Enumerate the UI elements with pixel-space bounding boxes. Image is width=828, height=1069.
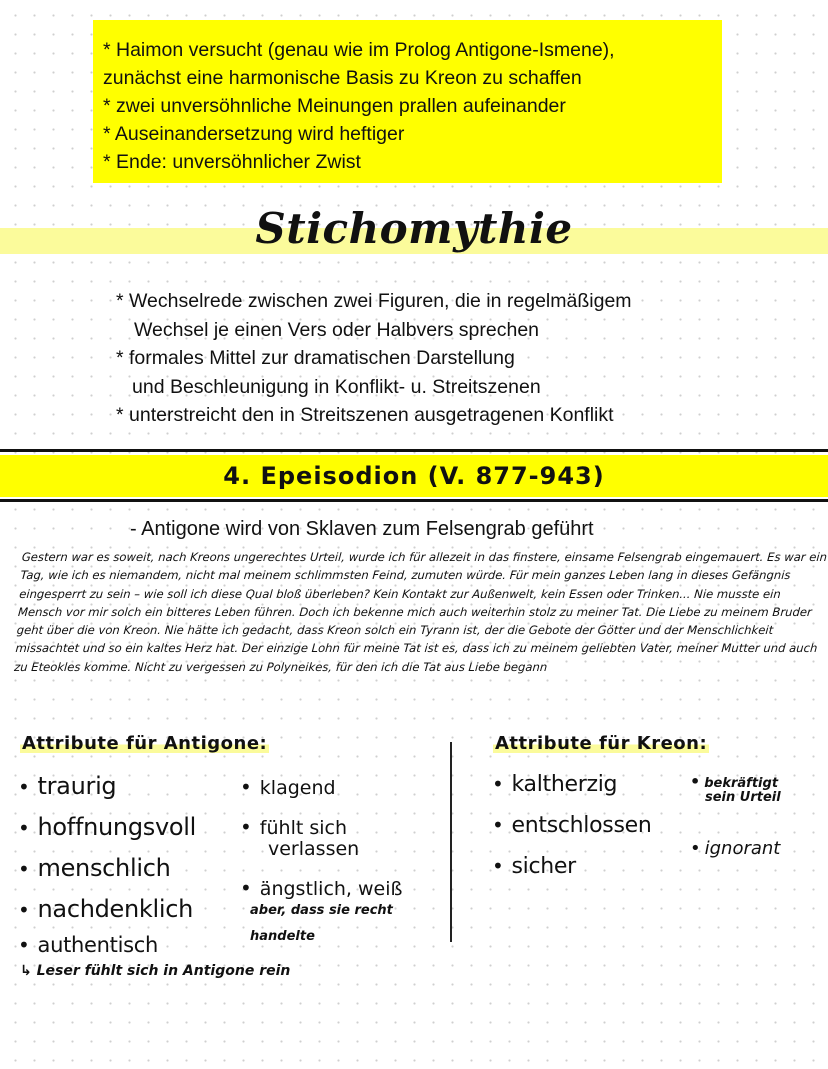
antigone-attribute bbox=[240, 775, 336, 799]
attribute-text: authentisch bbox=[37, 933, 159, 957]
attribute-continuation: handelte bbox=[250, 929, 315, 944]
kreon-attribute bbox=[492, 813, 651, 838]
bullet-icon: • bbox=[492, 854, 504, 878]
bullet-icon: • bbox=[240, 775, 252, 799]
bullet-icon: • bbox=[18, 933, 30, 957]
summary-box bbox=[93, 20, 722, 183]
bullet-icon: • bbox=[18, 775, 30, 799]
kreon-attribute bbox=[690, 772, 779, 791]
attribute-continuation: sein Urteil bbox=[705, 790, 781, 805]
bullet-icon: • bbox=[18, 816, 30, 840]
summary-list bbox=[93, 20, 722, 176]
definition-line: Wechsel je einen Vers oder Halbvers sprechen bbox=[134, 318, 540, 341]
attribute-text: sicher bbox=[511, 854, 576, 879]
antigone-attribute bbox=[18, 895, 193, 923]
attribute-continuation: verlassen bbox=[268, 838, 360, 860]
epeisodion-subtitle: - Antigone wird von Sklaven zum Felsengrab geführt bbox=[130, 518, 594, 540]
epeisodion-title: 4. Epeisodion (V. 877-943) bbox=[223, 462, 605, 490]
divider-line bbox=[0, 499, 828, 502]
summary-line: * zwei unversöhnliche Meinungen prallen aufeinander bbox=[103, 95, 566, 117]
bullet-icon: • bbox=[492, 772, 504, 796]
antigone-attributes-heading bbox=[20, 733, 269, 754]
stichomythie-definition bbox=[116, 287, 632, 430]
antigone-attribute bbox=[18, 772, 116, 800]
bullet-icon: • bbox=[690, 772, 701, 791]
summary-line: * Haimon versucht (genau wie im Prolog Antigone-Ismene), bbox=[103, 39, 615, 61]
bullet-icon: • bbox=[18, 857, 30, 881]
kreon-attribute bbox=[690, 838, 780, 859]
kreon-attributes-heading bbox=[493, 733, 709, 754]
definition-line: * formales Mittel zur dramatischen Darstellung bbox=[116, 347, 515, 369]
antigone-heading-text: Attribute für Antigone: bbox=[22, 733, 268, 754]
antigone-attribute bbox=[18, 813, 196, 841]
stichomythie-title: Stichomythie bbox=[255, 204, 573, 253]
kreon-heading-text: Attribute für Kreon: bbox=[495, 733, 708, 754]
attribute-continuation: aber, dass sie recht bbox=[250, 903, 393, 918]
definition-line: * Wechselrede zwischen zwei Figuren, die in regelmäßigem bbox=[116, 290, 632, 312]
definition-line: und Beschleunigung in Konflikt- u. Streitszenen bbox=[132, 375, 541, 398]
attribute-text: entschlossen bbox=[511, 813, 652, 838]
attribute-text: ängstlich, weiß bbox=[259, 878, 403, 900]
attribute-text: fühlt sich bbox=[259, 817, 348, 839]
summary-line: * Ende: unversöhnlicher Zwist bbox=[103, 151, 361, 173]
attribute-text: klagend bbox=[259, 777, 336, 799]
definition-line: * unterstreicht den in Streitszenen ausgetragenen Konflikt bbox=[116, 404, 614, 426]
summary-line: zunächst eine harmonische Basis zu Kreon zu schaffen bbox=[103, 67, 582, 89]
summary-line: * Auseinandersetzung wird heftiger bbox=[103, 123, 405, 145]
attribute-text: kaltherzig bbox=[511, 772, 618, 797]
attribute-text: bekräftigt bbox=[704, 776, 779, 791]
attribute-text: nachdenklich bbox=[37, 895, 194, 923]
epeisodion-banner bbox=[0, 455, 828, 497]
antigone-attribute bbox=[18, 854, 171, 882]
attribute-text: menschlich bbox=[37, 854, 171, 882]
antigone-attribute bbox=[18, 933, 158, 957]
attribute-text: traurig bbox=[37, 772, 117, 800]
antigone-attribute bbox=[240, 815, 347, 839]
antigone-monologue: Gestern war es soweit, nach Kreons ungerechtes Urteil, wurde ich für allezeit in das finstere, einsame Felsengrab eingemauert. Es war ein Tag, wie ich es niemandem, nicht mal meinem schlimmsten Feind, zumuten würde. Für mein ganzes Leben lang in dieses Gefängnis eingesperrt zu sein – wie soll ich diese Qual bloß überleben? Kein Kontakt zur Außenwelt, kein Essen oder Trinken... Nie musste ein Mensch vor mir solch ein bitteres Leben führen. Doch ich bekenne mich auch weiterhin stolz zu meiner Tat. Die Liebe zu meinem Bruder geht über die von Kreon. Nie hätte ich gedacht, dass Kreon solch ein Tyrann ist, der die Gebote der Götter und der Menschlichkeit missachtet und so ein kaltes Herz hat. Der einzige Lohn für meine Tat ist es, dass ich zu meinem geliebten Vater, meiner Mutter und auch zu Eteokles komme. Nicht zu vergessen zu Polyneikes, für den ich die Tat aus Liebe begann bbox=[13, 550, 828, 674]
bullet-icon: • bbox=[690, 838, 701, 859]
bullet-icon: • bbox=[18, 898, 30, 922]
divider-line bbox=[0, 449, 828, 452]
antigone-note: ↳ Leser fühlt sich in Antigone rein bbox=[20, 963, 291, 979]
kreon-attribute bbox=[492, 772, 617, 797]
column-divider bbox=[450, 742, 452, 942]
attribute-text: ignorant bbox=[704, 838, 781, 859]
bullet-icon: • bbox=[492, 813, 504, 837]
bullet-icon: • bbox=[240, 815, 252, 839]
antigone-attribute bbox=[240, 876, 403, 900]
attribute-text: hoffnungsvoll bbox=[37, 813, 196, 841]
bullet-icon: • bbox=[240, 876, 252, 900]
kreon-attribute bbox=[492, 854, 576, 879]
